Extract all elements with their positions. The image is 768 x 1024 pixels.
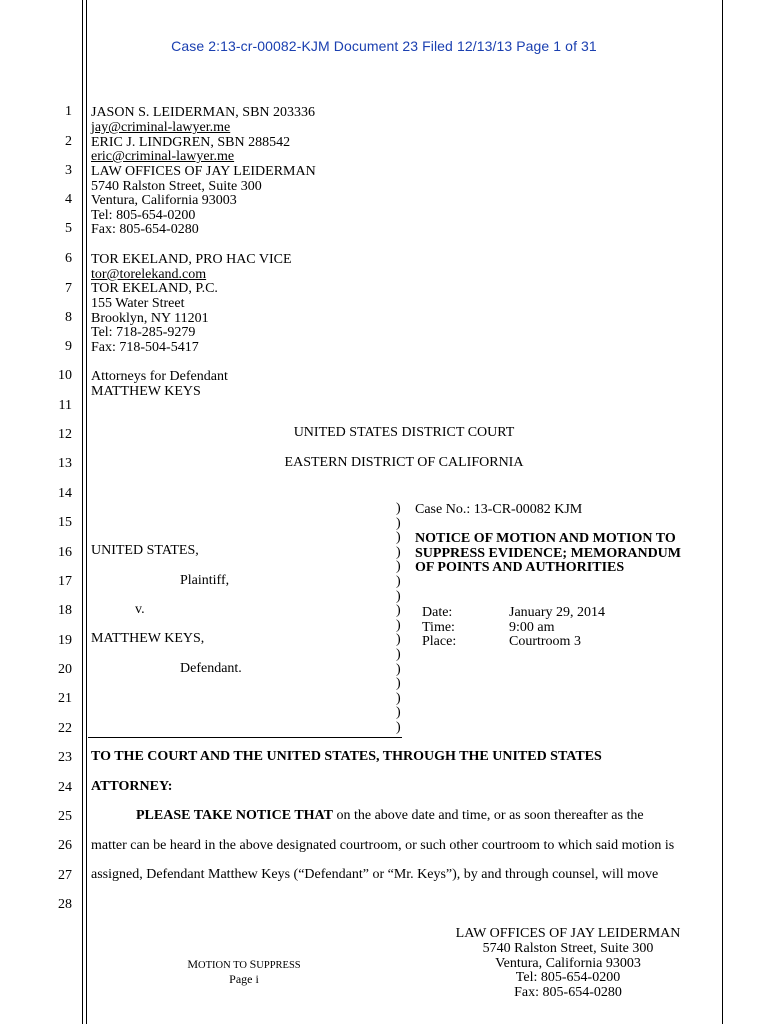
address-line: ATTORNEY:: [91, 779, 173, 794]
attorney-email-link[interactable]: tor@torelekand.com: [91, 267, 207, 282]
firm-street: 5740 Ralston Street, Suite 300: [91, 179, 262, 194]
left-margin-rule-outer: [82, 0, 83, 1024]
line-number: 23: [58, 750, 72, 765]
plaintiff-name: UNITED STATES,: [91, 543, 199, 558]
caption-underline: [88, 737, 402, 738]
plaintiff-role: Plaintiff,: [180, 573, 230, 588]
line-number: 17: [58, 574, 72, 589]
line-number: 8: [65, 310, 72, 325]
line-number: 1: [65, 104, 72, 119]
hearing-place-label: Place:: [422, 634, 457, 649]
line-number: 27: [58, 868, 72, 883]
document-title-line: NOTICE OF MOTION AND MOTION TO: [415, 531, 676, 546]
defendant-role: Defendant.: [180, 661, 242, 676]
line-number: 6: [65, 251, 72, 266]
firm-city: Brooklyn, NY 11201: [91, 311, 209, 326]
line-number: 3: [65, 163, 72, 178]
line-number: 28: [58, 897, 72, 912]
case-number: Case No.: 13-CR-00082 KJM: [415, 502, 583, 517]
line-number: 22: [58, 721, 72, 736]
firm-phone: Tel: 718-285-9279: [91, 325, 196, 340]
line-number: 21: [58, 691, 72, 706]
line-number: 7: [65, 281, 72, 296]
hearing-time-value: 9:00 am: [509, 620, 555, 635]
notice-paragraph-line: assigned, Defendant Matthew Keys (“Defendant” or “Mr. Keys”), by and through counsel, will move: [91, 867, 659, 882]
firm-name: TOR EKELAND, P.C.: [91, 281, 218, 296]
document-title-line: SUPPRESS EVIDENCE; MEMORANDUM: [415, 546, 682, 561]
court-name: UNITED STATES DISTRICT COURT: [293, 425, 515, 440]
line-number: 18: [58, 603, 72, 618]
notice-paragraph-line: matter can be heard in the above designated courtroom, or such other courtroom to which said motion is: [91, 838, 675, 853]
hearing-date-label: Date:: [422, 605, 453, 620]
notice-paragraph-line: [136, 808, 644, 824]
footer-title-s: S: [249, 957, 257, 971]
hearing-place-value: Courtroom 3: [509, 634, 581, 649]
footer-firm-city: Ventura, California 93003: [495, 956, 641, 971]
footer-title-otion: OTION TO: [198, 960, 250, 971]
hearing-date-value: January 29, 2014: [509, 605, 606, 620]
document-title-line: OF POINTS AND AUTHORITIES: [415, 560, 625, 575]
line-number: 13: [58, 456, 72, 471]
line-number: 2: [65, 134, 72, 149]
line-number: 20: [58, 662, 72, 677]
firm-fax: Fax: 805-654-0280: [91, 222, 199, 237]
right-margin-rule: [722, 0, 723, 1024]
caption-parenthesis-column: ) ) ) ) ) ) ) ) ) ) ) ) ) ) ) ): [396, 501, 401, 735]
footer-firm-name: LAW OFFICES OF JAY LEIDERMAN: [455, 926, 681, 941]
line-number: 19: [58, 633, 72, 648]
attorney-email-link[interactable]: jay@criminal-lawyer.me: [91, 120, 231, 135]
line-number: 4: [65, 192, 72, 207]
line-number: 11: [58, 398, 72, 413]
firm-fax: Fax: 718-504-5417: [91, 340, 199, 355]
line-number: 5: [65, 221, 72, 236]
hearing-time-label: Time:: [422, 620, 455, 635]
attorneys-for-label: Attorneys for Defendant: [91, 369, 228, 384]
footer-page-number: Page i: [229, 972, 259, 986]
line-number: 10: [58, 368, 72, 383]
line-number: 14: [58, 486, 72, 501]
line-number: 26: [58, 838, 72, 853]
line-number: 9: [65, 339, 72, 354]
notice-rest: on the above date and time, or as soon thereafter as the: [332, 808, 644, 823]
attorney-name: TOR EKELAND, PRO HAC VICE: [91, 252, 292, 267]
firm-phone: Tel: 805-654-0200: [91, 208, 196, 223]
line-number: 15: [58, 515, 72, 530]
line-number: 16: [58, 545, 72, 560]
firm-city: Ventura, California 93003: [91, 193, 237, 208]
firm-street: 155 Water Street: [91, 296, 185, 311]
address-line: TO THE COURT AND THE UNITED STATES, THROUGH THE UNITED STATES: [91, 749, 602, 764]
client-name: MATTHEW KEYS: [91, 384, 201, 399]
footer-title-m: M: [187, 957, 199, 971]
attorney-name: ERIC J. LINDGREN, SBN 288542: [91, 135, 291, 150]
court-district: EASTERN DISTRICT OF CALIFORNIA: [284, 455, 524, 470]
firm-name: LAW OFFICES OF JAY LEIDERMAN: [91, 164, 316, 179]
footer-firm-street: 5740 Ralston Street, Suite 300: [482, 941, 654, 956]
versus-label: v.: [135, 602, 145, 617]
footer-firm-phone: Tel: 805-654-0200: [515, 970, 621, 985]
attorney-name: JASON S. LEIDERMAN, SBN 203336: [91, 105, 316, 120]
ecf-header-stamp: Case 2:13-cr-00082-KJM Document 23 Filed 12/13/13 Page 1 of 31: [171, 38, 597, 54]
attorney-email-link[interactable]: eric@criminal-lawyer.me: [91, 149, 235, 164]
defendant-name: MATTHEW KEYS,: [91, 631, 205, 646]
line-number: 24: [58, 780, 72, 795]
notice-lead: PLEASE TAKE NOTICE THAT: [136, 808, 333, 823]
line-number: 25: [58, 809, 72, 824]
line-number: 12: [58, 427, 72, 442]
footer-title-uppress: UPPRESS: [256, 960, 301, 971]
left-margin-rule-inner: [86, 0, 87, 1024]
footer-firm-fax: Fax: 805-654-0280: [514, 985, 622, 1000]
footer-document-title: [160, 957, 328, 973]
